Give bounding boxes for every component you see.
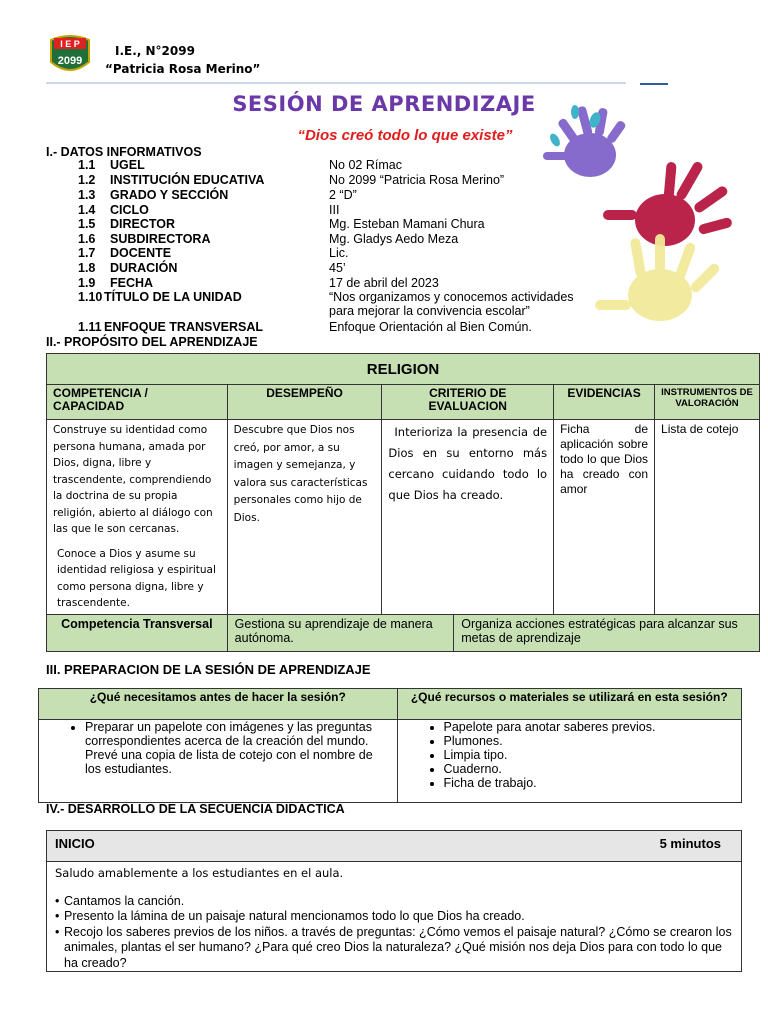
school-id: I.E., N°2099 [115, 44, 195, 58]
info-row-number: 1.7 [78, 246, 96, 260]
inicio-header-bar [47, 831, 741, 862]
material-item: • Plumones. [444, 734, 733, 748]
school-name: “Patricia Rosa Merino” [105, 62, 261, 76]
section-desarrollo-heading: IV.- DESARROLLO DE LA SECUENCIA DIDACTICA [46, 802, 345, 816]
competencia-text: Construye su identidad como persona humana, amada por Dios, digna, libre y trascendente, comprendiendo la doctrina de su propia religión, abierto al diálogo con las que le son cercanas. [53, 424, 213, 535]
col-header-instrumentos: INSTRUMENTOS DE VALORACIÓN [655, 385, 760, 420]
transversal-capacidad: Organiza acciones estratégicas para alcanzar sus metas de aprendizaje [454, 615, 760, 652]
inicio-bullet [55, 894, 735, 910]
info-row-value-line: 2 “D” [329, 188, 357, 202]
capacidad-text: Conoce a Dios y asume su identidad religiosa y espiritual como persona digna, libre y trascendente. [57, 547, 216, 609]
col-header-evidencias: EVIDENCIAS [554, 385, 655, 420]
info-row-value [329, 246, 599, 260]
info-row-value-line: No 2099 “Patricia Rosa Merino” [329, 173, 505, 187]
inicio-bullet [55, 909, 735, 925]
info-row-value [329, 158, 599, 172]
info-row-label: GRADO Y SECCIÓN [110, 188, 229, 202]
info-row-number: 1.2 [78, 173, 96, 187]
col-header-criterio: CRITERIO DE EVALUACION [382, 385, 554, 420]
preparacion-col1-header: ¿Qué necesitamos antes de hacer la sesión? [39, 689, 398, 720]
info-row-label: SUBDIRECTORA [110, 232, 211, 246]
material-item: • Limpia tipo. [444, 748, 733, 762]
svg-text:2099: 2099 [57, 55, 83, 67]
info-row-label: DOCENTE [110, 246, 172, 260]
preparation-item: • Preparar un papelote con imágenes y las preguntas correspondientes acerca de la creación del mundo. Prevé una copia de lista de cotejo con el nombre de los estudiantes. [85, 720, 389, 776]
info-row-number: 1.8 [78, 261, 96, 275]
info-row-number: 1.9 [78, 276, 96, 290]
col-header-competencia: COMPETENCIA / CAPACIDAD [47, 385, 228, 420]
info-row-value-line: Lic. [329, 246, 349, 260]
info-row-number: 1.11 [78, 320, 102, 334]
info-row-value-line: para mejorar la convivencia escolar” [329, 304, 530, 318]
info-row-label: CICLO [110, 203, 149, 217]
section-proposito-heading: II.- PROPÓSITO DEL APRENDIZAJE [46, 335, 258, 349]
competencia-cell [47, 420, 228, 615]
info-row-value-line: 45’ [329, 261, 346, 275]
preparacion-col2-header: ¿Qué recursos o materiales se utilizará en esta sesión? [397, 689, 741, 720]
info-row-label: INSTITUCIÓN EDUCATIVA [110, 173, 265, 187]
bullet-icon: • [55, 909, 60, 923]
col-header-desempeno: DESEMPEÑO [227, 385, 382, 420]
preparacion-col1-cell [39, 720, 398, 803]
desempeno-cell: Descubre que Dios nos creó, por amor, a su imagen y semejanza, y valora sus características personales como hijo de Dios. [227, 420, 382, 615]
info-row-value-line: No 02 Rímac [329, 158, 402, 172]
info-row-number: 1.6 [78, 232, 96, 246]
info-row-label: FECHA [110, 276, 154, 290]
transversal-label: Competencia Transversal [47, 615, 228, 652]
bullet-text: Presento la lámina de un paisaje natural mencionamos todo lo que Dios ha creado. [64, 909, 525, 923]
info-row-value [329, 276, 599, 290]
info-row-value [329, 203, 599, 217]
info-row-value-line: Mg. Gladys Aedo Meza [329, 232, 459, 246]
bullet-text: Recojo los saberes previos de los niños. a través de preguntas: ¿Cómo vemos el paisaje natural? ¿Cómo se crearon los animales, plantas el ser humano? ¿Para qué creo Dios la naturaleza? ¿Qué misión nos deja Dios para con todo lo que ha creado? [64, 924, 732, 970]
info-row-label: UGEL [110, 158, 145, 172]
instrumentos-cell: Lista de cotejo [655, 420, 760, 615]
material-item: • Papelote para anotar saberes previos. [444, 720, 733, 734]
info-row-value-line: III [329, 203, 340, 217]
header-divider [46, 82, 626, 84]
proposito-table [46, 353, 760, 652]
bullet-icon: • [55, 924, 60, 939]
info-row-value [329, 320, 599, 334]
document-subtitle: “Dios creó todo lo que existe” [297, 127, 513, 144]
phase-label: INICIO [55, 836, 95, 851]
info-row-label: DURACIÓN [110, 261, 178, 275]
greeting-text: Saludo amablemente a los estudiantes en el aula. [55, 866, 344, 880]
bullet-text: Cantamos la canción. [64, 893, 185, 908]
material-item: • Ficha de trabajo. [444, 776, 733, 790]
area-title: RELIGION [47, 354, 760, 385]
header-divider-accent [640, 83, 668, 85]
info-row-value-line: “Nos organizamos y conocemos actividades [329, 290, 574, 304]
preparacion-table [38, 688, 742, 803]
inicio-bullet-list [55, 894, 735, 972]
info-row-value-line: 17 de abril del 2023 [329, 276, 439, 290]
preparacion-col2-cell [397, 720, 741, 803]
section-datos-informativos-heading: I.- DATOS INFORMATIVOS [46, 145, 202, 159]
info-row-label: TÍTULO DE LA UNIDAD [104, 290, 242, 304]
info-row-number: 1.5 [78, 217, 96, 231]
info-row-value-line: Mg. Esteban Mamani Chura [329, 217, 485, 231]
info-row-number: 1.3 [78, 188, 96, 202]
preparacion-needs-list [39, 720, 389, 776]
document-title: SESIÓN DE APRENDIZAJE [232, 92, 536, 116]
school-name-block [105, 42, 260, 78]
evidencias-cell: Ficha de aplicación sobre todo lo que Dios ha creado con amor [554, 420, 655, 615]
info-row-value [329, 173, 599, 187]
info-row-value [329, 290, 599, 318]
info-row-value [329, 232, 599, 246]
info-row-label: ENFOQUE TRANSVERSAL [104, 320, 264, 334]
preparacion-materials-list [398, 720, 733, 790]
transversal-competencia: Gestiona su aprendizaje de manera autónoma. [227, 615, 454, 652]
criterio-cell: Interioriza la presencia de Dios en su entorno más cercano cuidando todo lo que Dios ha creado. [382, 420, 554, 615]
info-row-label: DIRECTOR [110, 217, 176, 231]
info-row-number: 1.10 [78, 290, 103, 304]
info-row-value [329, 188, 599, 202]
inicio-content [55, 866, 735, 971]
section-preparacion-heading: III. PREPARACION DE LA SESIÓN DE APRENDIZAJE [46, 662, 371, 677]
svg-text:I E P: I E P [60, 39, 80, 49]
inicio-box [46, 830, 742, 972]
material-item: • Cuaderno. [444, 762, 733, 776]
inicio-bullet [55, 925, 735, 972]
info-row-number: 1.4 [78, 203, 96, 217]
info-row-value [329, 217, 599, 231]
info-row-value [329, 261, 599, 275]
info-row-value-line: Enfoque Orientación al Bien Común. [329, 320, 532, 334]
bullet-icon: • [55, 893, 60, 908]
school-crest-logo [48, 34, 92, 76]
info-row-number: 1.1 [78, 158, 96, 172]
phase-duration: 5 minutos [659, 836, 721, 851]
